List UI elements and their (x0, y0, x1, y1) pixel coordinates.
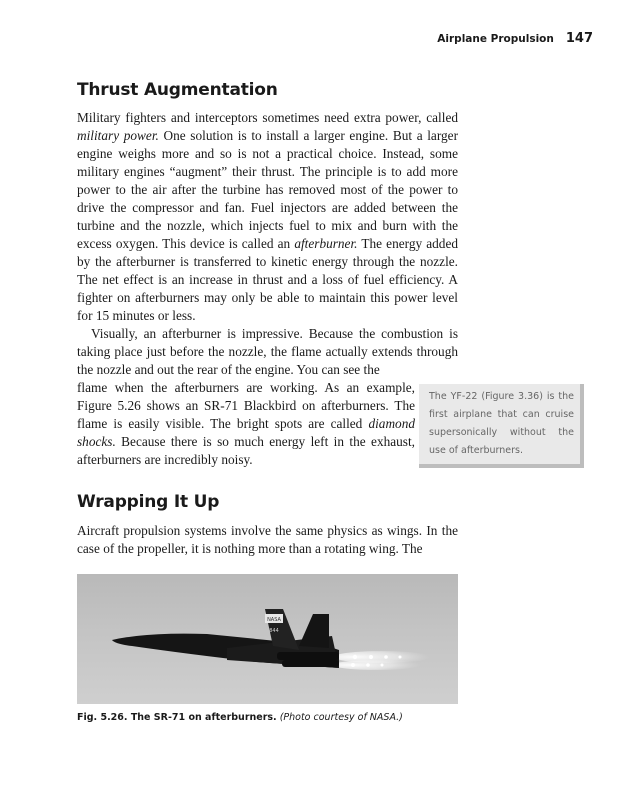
sidebar-note (419, 384, 584, 468)
section-heading-thrust-augmentation: Thrust Augmentation (77, 80, 278, 100)
term-military-power: military power. (77, 128, 159, 143)
sr71-illustration (77, 574, 458, 704)
sidebar-text: The YF-22 (Figure 3.36) is the first airplane that can cruise supersonically without the use of afterburners. (429, 391, 574, 456)
term-diamond-shocks: diamond shocks. (77, 416, 415, 449)
page-number: 147 (565, 31, 593, 46)
nacelle-upper (277, 652, 339, 660)
tail-number: 844 (269, 628, 279, 634)
tail-marking: NASA (267, 617, 281, 623)
running-title: Airplane Propulsion (437, 33, 554, 45)
paragraph-wrapping-it-up: Aircraft propulsion systems involve the same physics as wings. In the case of the propeller, it is nothing more than a rotating wing. The (77, 523, 458, 556)
section-heading-wrapping-it-up: Wrapping It Up (77, 492, 220, 512)
exhaust-plume-lower (333, 660, 421, 670)
paragraph-military-power: Military fighters and interceptors sometimes need extra power, called military power. One solution is to install a larger engine. But a larger engine weighs more and so is not a practical choice. Instead, some military engines “augment” their thrust. The principle is to add more power to the air after the turbine has removed most of the power to drive the compressor and fan. Fuel injectors are added between the turbine and the nozzle, which injects fuel to mix and burn with the excess oxygen. This device is called an afterburner. The energy added by the afterburner is transferred to kinetic energy through the nozzle. The net effect is an increase in thrust and a loss of fuel efficiency. A fighter on afterburners may only be able to maintain this power level for 15 minutes or less. (77, 110, 459, 323)
caption-credit: (Photo courtesy of NASA.) (279, 712, 403, 723)
paragraph-visual-top: Visually, an afterburner is impressive. Because the combustion is taking place just before the nozzle, the flame actually extends through the nozzle and out the rear of the engine. You can see the (77, 326, 458, 377)
running-header (437, 31, 593, 46)
term-afterburner: afterburner. (294, 236, 358, 251)
caption-label: Fig. 5.26. The SR-71 on afterburners. (77, 712, 277, 723)
nacelle-lower (282, 660, 339, 667)
vertical-tail-far (299, 614, 329, 648)
figure-caption (77, 712, 403, 723)
paragraph-visual-bottom: flame when the afterburners are working. As an example, Figure 5.26 shows an SR-71 Blackbird on afterburners. The flame is easily visible. The bright spots are called diamond shocks. Because there is so much energy left in the exhaust, afterburners are incredibly noisy. (77, 380, 415, 467)
figure-photo-sr71 (77, 574, 458, 704)
